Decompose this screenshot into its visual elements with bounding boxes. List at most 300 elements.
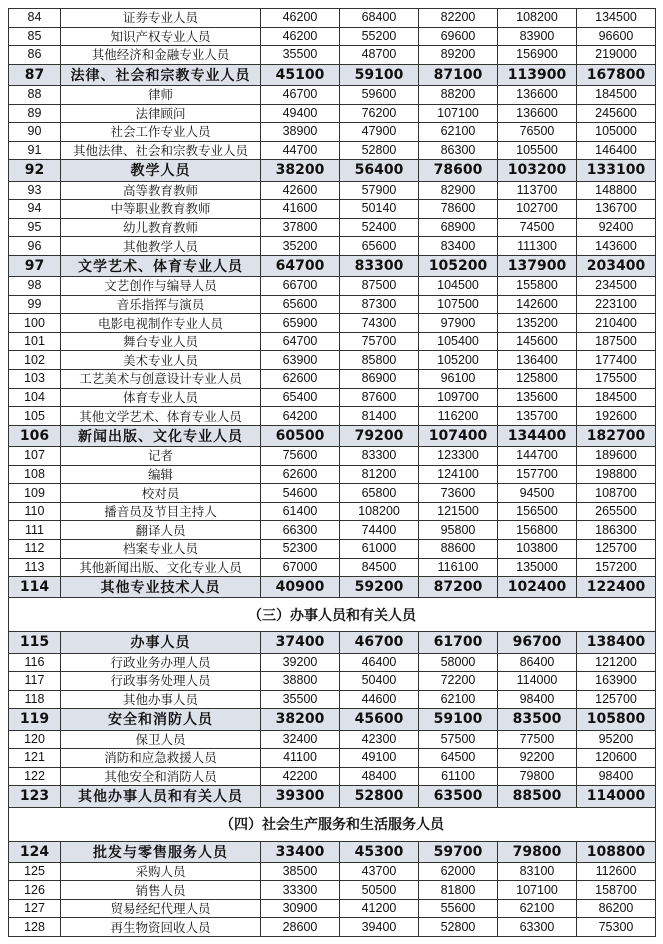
salary-value-2: 108200: [340, 502, 419, 521]
salary-value-4: 156500: [498, 502, 577, 521]
occupation-name: 舞台专业人员: [61, 332, 261, 351]
occupation-row: [9, 181, 656, 200]
salary-value-2: 87600: [340, 388, 419, 407]
salary-value-3: 52800: [419, 918, 498, 937]
row-number: 104: [9, 388, 61, 407]
row-number: 113: [9, 558, 61, 577]
occupation-name: 教学人员: [61, 160, 261, 181]
occupation-name: 其他文学艺术、体育专业人员: [61, 407, 261, 426]
occupation-name: 音乐指挥与演员: [61, 295, 261, 314]
row-number: 106: [9, 425, 61, 446]
salary-value-3: 107400: [419, 425, 498, 446]
category-row: [9, 786, 656, 807]
salary-value-4: 136400: [498, 351, 577, 370]
salary-value-4: 74500: [498, 218, 577, 237]
salary-value-4: 102400: [498, 577, 577, 598]
salary-value-1: 38900: [261, 123, 340, 142]
salary-value-1: 64200: [261, 407, 340, 426]
salary-value-3: 62000: [419, 862, 498, 881]
salary-value-3: 68900: [419, 218, 498, 237]
salary-value-3: 105200: [419, 351, 498, 370]
salary-value-3: 107100: [419, 104, 498, 123]
row-number: 91: [9, 141, 61, 160]
occupation-row: [9, 767, 656, 786]
salary-value-1: 39300: [261, 786, 340, 807]
occupation-row: [9, 237, 656, 256]
row-number: 127: [9, 899, 61, 918]
salary-value-4: 77500: [498, 730, 577, 749]
salary-value-5: 86200: [577, 899, 656, 918]
category-row: [9, 64, 656, 85]
salary-value-5: 136700: [577, 200, 656, 219]
row-number: 84: [9, 9, 61, 28]
salary-value-2: 46700: [340, 632, 419, 653]
occupation-name: 安全和消防人员: [61, 709, 261, 730]
salary-value-4: 134400: [498, 425, 577, 446]
salary-value-1: 39200: [261, 653, 340, 672]
salary-value-5: 203400: [577, 255, 656, 276]
salary-value-2: 50500: [340, 881, 419, 900]
row-number: 101: [9, 332, 61, 351]
salary-value-1: 46200: [261, 9, 340, 28]
row-number: 122: [9, 767, 61, 786]
salary-value-3: 105400: [419, 332, 498, 351]
salary-value-2: 50400: [340, 672, 419, 691]
occupation-row: [9, 388, 656, 407]
occupation-row: [9, 407, 656, 426]
occupation-name: 行政业务办理人员: [61, 653, 261, 672]
salary-value-4: 102700: [498, 200, 577, 219]
row-number: 86: [9, 46, 61, 65]
occupation-row: [9, 27, 656, 46]
salary-value-2: 83300: [340, 255, 419, 276]
salary-value-2: 44600: [340, 690, 419, 709]
salary-value-3: 96100: [419, 370, 498, 389]
salary-value-3: 78600: [419, 160, 498, 181]
occupation-name: 消防和应急救援人员: [61, 749, 261, 768]
occupation-name: 其他法律、社会和宗教专业人员: [61, 141, 261, 160]
salary-value-1: 41100: [261, 749, 340, 768]
row-number: 112: [9, 540, 61, 559]
occupation-name: 文艺创作与编导人员: [61, 277, 261, 296]
salary-value-2: 86900: [340, 370, 419, 389]
salary-value-3: 89200: [419, 46, 498, 65]
salary-value-2: 47900: [340, 123, 419, 142]
occupation-row: [9, 653, 656, 672]
row-number: 89: [9, 104, 61, 123]
salary-value-5: 105800: [577, 709, 656, 730]
salary-value-4: 113700: [498, 181, 577, 200]
occupation-name: 其他办事人员和有关人员: [61, 786, 261, 807]
salary-value-3: 116100: [419, 558, 498, 577]
salary-value-5: 105000: [577, 123, 656, 142]
salary-value-5: 265500: [577, 502, 656, 521]
salary-value-5: 143600: [577, 237, 656, 256]
salary-value-5: 112600: [577, 862, 656, 881]
salary-value-2: 56400: [340, 160, 419, 181]
occupation-row: [9, 730, 656, 749]
salary-value-5: 146400: [577, 141, 656, 160]
salary-value-1: 64700: [261, 255, 340, 276]
occupation-name: 中等职业教育教师: [61, 200, 261, 219]
occupation-name: 档案专业人员: [61, 540, 261, 559]
salary-value-4: 107100: [498, 881, 577, 900]
salary-value-3: 87200: [419, 577, 498, 598]
salary-value-5: 133100: [577, 160, 656, 181]
salary-value-1: 46200: [261, 27, 340, 46]
row-number: 110: [9, 502, 61, 521]
salary-value-4: 103800: [498, 540, 577, 559]
row-number: 118: [9, 690, 61, 709]
salary-value-1: 37800: [261, 218, 340, 237]
salary-value-2: 52800: [340, 141, 419, 160]
salary-value-4: 111300: [498, 237, 577, 256]
salary-value-3: 78600: [419, 200, 498, 219]
salary-value-1: 38200: [261, 160, 340, 181]
salary-value-4: 142600: [498, 295, 577, 314]
salary-value-5: 92400: [577, 218, 656, 237]
occupation-row: [9, 277, 656, 296]
salary-value-5: 158700: [577, 881, 656, 900]
salary-value-5: 157200: [577, 558, 656, 577]
row-number: 119: [9, 709, 61, 730]
category-row: [9, 425, 656, 446]
occupation-name: 销售人员: [61, 881, 261, 900]
salary-value-2: 87500: [340, 277, 419, 296]
salary-value-1: 66300: [261, 521, 340, 540]
salary-value-4: 83100: [498, 862, 577, 881]
salary-value-1: 45100: [261, 64, 340, 85]
salary-value-3: 95800: [419, 521, 498, 540]
row-number: 94: [9, 200, 61, 219]
salary-value-1: 38800: [261, 672, 340, 691]
salary-value-4: 92200: [498, 749, 577, 768]
salary-value-5: 114000: [577, 786, 656, 807]
salary-value-1: 64700: [261, 332, 340, 351]
category-row: [9, 577, 656, 598]
salary-value-5: 198800: [577, 465, 656, 484]
occupation-row: [9, 690, 656, 709]
row-number: 103: [9, 370, 61, 389]
salary-value-2: 65800: [340, 484, 419, 503]
salary-value-5: 186300: [577, 521, 656, 540]
salary-value-5: 75300: [577, 918, 656, 937]
salary-value-3: 121500: [419, 502, 498, 521]
salary-value-2: 84500: [340, 558, 419, 577]
salary-value-2: 85800: [340, 351, 419, 370]
section-header-row: [9, 598, 656, 632]
occupation-row: [9, 46, 656, 65]
salary-value-5: 125700: [577, 540, 656, 559]
row-number: 124: [9, 841, 61, 862]
salary-value-1: 32400: [261, 730, 340, 749]
salary-value-3: 87100: [419, 64, 498, 85]
salary-value-3: 59700: [419, 841, 498, 862]
row-number: 125: [9, 862, 61, 881]
row-number: 108: [9, 465, 61, 484]
salary-value-5: 192600: [577, 407, 656, 426]
row-number: 123: [9, 786, 61, 807]
salary-value-1: 35500: [261, 46, 340, 65]
salary-value-2: 45600: [340, 709, 419, 730]
occupation-name: 工艺美术与创意设计专业人员: [61, 370, 261, 389]
salary-value-1: 62600: [261, 465, 340, 484]
row-number: 100: [9, 314, 61, 333]
salary-value-3: 57500: [419, 730, 498, 749]
salary-value-3: 105200: [419, 255, 498, 276]
salary-value-3: 81800: [419, 881, 498, 900]
salary-value-4: 135200: [498, 314, 577, 333]
salary-value-1: 42600: [261, 181, 340, 200]
salary-table-sheet: [8, 8, 656, 937]
salary-value-3: 58000: [419, 653, 498, 672]
salary-value-4: 94500: [498, 484, 577, 503]
salary-value-3: 63500: [419, 786, 498, 807]
salary-value-4: 86400: [498, 653, 577, 672]
salary-value-5: 108700: [577, 484, 656, 503]
salary-value-2: 39400: [340, 918, 419, 937]
salary-value-5: 234500: [577, 277, 656, 296]
salary-value-4: 76500: [498, 123, 577, 142]
salary-value-1: 52300: [261, 540, 340, 559]
salary-value-4: 156800: [498, 521, 577, 540]
occupation-name: 采购人员: [61, 862, 261, 881]
occupation-name: 法律、社会和宗教专业人员: [61, 64, 261, 85]
salary-value-5: 95200: [577, 730, 656, 749]
salary-value-1: 28600: [261, 918, 340, 937]
salary-value-2: 48700: [340, 46, 419, 65]
occupation-name: 其他经济和金融专业人员: [61, 46, 261, 65]
salary-value-1: 49400: [261, 104, 340, 123]
occupation-row: [9, 465, 656, 484]
occupation-name: 播音员及节目主持人: [61, 502, 261, 521]
salary-value-5: 184500: [577, 85, 656, 104]
salary-value-4: 79800: [498, 767, 577, 786]
salary-value-2: 59100: [340, 64, 419, 85]
occupation-row: [9, 484, 656, 503]
row-number: 109: [9, 484, 61, 503]
salary-value-4: 145600: [498, 332, 577, 351]
salary-value-2: 81200: [340, 465, 419, 484]
row-number: 93: [9, 181, 61, 200]
salary-value-1: 33300: [261, 881, 340, 900]
salary-value-4: 98400: [498, 690, 577, 709]
occupation-row: [9, 314, 656, 333]
row-number: 116: [9, 653, 61, 672]
occupation-row: [9, 9, 656, 28]
salary-value-4: 135000: [498, 558, 577, 577]
salary-value-2: 74400: [340, 521, 419, 540]
salary-value-1: 63900: [261, 351, 340, 370]
salary-value-4: 155800: [498, 277, 577, 296]
occupation-name: 其他教学人员: [61, 237, 261, 256]
occupation-name: 文学艺术、体育专业人员: [61, 255, 261, 276]
occupation-name: 高等教育教师: [61, 181, 261, 200]
salary-value-1: 65900: [261, 314, 340, 333]
occupation-row: [9, 881, 656, 900]
salary-value-4: 62100: [498, 899, 577, 918]
salary-value-4: 136600: [498, 85, 577, 104]
salary-value-1: 38200: [261, 709, 340, 730]
occupation-row: [9, 749, 656, 768]
salary-value-3: 116200: [419, 407, 498, 426]
category-row: [9, 632, 656, 653]
salary-value-4: 137900: [498, 255, 577, 276]
salary-value-4: 63300: [498, 918, 577, 937]
salary-value-3: 69600: [419, 27, 498, 46]
occupation-row: [9, 370, 656, 389]
salary-value-3: 86300: [419, 141, 498, 160]
salary-value-1: 30900: [261, 899, 340, 918]
salary-value-4: 83500: [498, 709, 577, 730]
occupation-row: [9, 141, 656, 160]
salary-value-1: 40900: [261, 577, 340, 598]
salary-value-1: 54600: [261, 484, 340, 503]
salary-value-5: 182700: [577, 425, 656, 446]
salary-value-5: 98400: [577, 767, 656, 786]
salary-value-5: 245600: [577, 104, 656, 123]
occupation-name: 再生物资回收人员: [61, 918, 261, 937]
occupation-name: 新闻出版、文化专业人员: [61, 425, 261, 446]
salary-value-3: 82900: [419, 181, 498, 200]
salary-value-1: 41600: [261, 200, 340, 219]
occupation-row: [9, 85, 656, 104]
salary-value-2: 75700: [340, 332, 419, 351]
salary-value-4: 125800: [498, 370, 577, 389]
salary-value-4: 103200: [498, 160, 577, 181]
salary-value-3: 97900: [419, 314, 498, 333]
salary-value-4: 79800: [498, 841, 577, 862]
row-number: 102: [9, 351, 61, 370]
occupation-name: 贸易经纪代理人员: [61, 899, 261, 918]
salary-value-4: 135600: [498, 388, 577, 407]
salary-value-3: 83400: [419, 237, 498, 256]
occupation-row: [9, 672, 656, 691]
salary-value-1: 46700: [261, 85, 340, 104]
salary-value-4: 135700: [498, 407, 577, 426]
salary-value-5: 148800: [577, 181, 656, 200]
category-row: [9, 160, 656, 181]
occupation-name: 社会工作专业人员: [61, 123, 261, 142]
occupation-row: [9, 332, 656, 351]
salary-value-5: 120600: [577, 749, 656, 768]
salary-value-2: 46400: [340, 653, 419, 672]
salary-value-2: 41200: [340, 899, 419, 918]
salary-value-3: 62100: [419, 690, 498, 709]
salary-value-2: 83300: [340, 447, 419, 466]
salary-value-3: 109700: [419, 388, 498, 407]
salary-value-1: 60500: [261, 425, 340, 446]
salary-value-2: 74300: [340, 314, 419, 333]
salary-value-4: 144700: [498, 447, 577, 466]
row-number: 92: [9, 160, 61, 181]
row-number: 120: [9, 730, 61, 749]
occupation-name: 其他办事人员: [61, 690, 261, 709]
occupation-name: 批发与零售服务人员: [61, 841, 261, 862]
salary-value-5: 108800: [577, 841, 656, 862]
occupation-row: [9, 200, 656, 219]
row-number: 95: [9, 218, 61, 237]
occupation-name: 美术专业人员: [61, 351, 261, 370]
salary-value-3: 104500: [419, 277, 498, 296]
occupation-row: [9, 218, 656, 237]
row-number: 111: [9, 521, 61, 540]
occupation-row: [9, 899, 656, 918]
salary-value-5: 219000: [577, 46, 656, 65]
salary-value-2: 79200: [340, 425, 419, 446]
salary-value-3: 124100: [419, 465, 498, 484]
occupation-name: 其他新闻出版、文化专业人员: [61, 558, 261, 577]
salary-value-3: 72200: [419, 672, 498, 691]
salary-value-3: 61100: [419, 767, 498, 786]
salary-value-2: 68400: [340, 9, 419, 28]
salary-value-5: 187500: [577, 332, 656, 351]
row-number: 90: [9, 123, 61, 142]
occupation-name: 办事人员: [61, 632, 261, 653]
salary-value-5: 175500: [577, 370, 656, 389]
occupation-row: [9, 447, 656, 466]
salary-value-1: 62600: [261, 370, 340, 389]
salary-value-1: 33400: [261, 841, 340, 862]
salary-value-5: 163900: [577, 672, 656, 691]
salary-value-3: 64500: [419, 749, 498, 768]
salary-value-3: 55600: [419, 899, 498, 918]
row-number: 87: [9, 64, 61, 85]
salary-value-3: 88600: [419, 540, 498, 559]
salary-value-2: 81400: [340, 407, 419, 426]
occupation-name: 体育专业人员: [61, 388, 261, 407]
occupation-row: [9, 540, 656, 559]
occupation-name: 证券专业人员: [61, 9, 261, 28]
occupation-row: [9, 862, 656, 881]
row-number: 121: [9, 749, 61, 768]
salary-value-5: 138400: [577, 632, 656, 653]
row-number: 114: [9, 577, 61, 598]
salary-value-2: 42300: [340, 730, 419, 749]
occupation-name: 幼儿教育教师: [61, 218, 261, 237]
salary-value-1: 66700: [261, 277, 340, 296]
salary-value-1: 61400: [261, 502, 340, 521]
salary-value-5: 177400: [577, 351, 656, 370]
salary-value-2: 52800: [340, 786, 419, 807]
salary-value-3: 88200: [419, 85, 498, 104]
salary-value-1: 38500: [261, 862, 340, 881]
row-number: 96: [9, 237, 61, 256]
occupation-name: 律师: [61, 85, 261, 104]
salary-table-body: [9, 9, 656, 937]
salary-value-3: 59100: [419, 709, 498, 730]
row-number: 99: [9, 295, 61, 314]
section-header-row: [9, 807, 656, 841]
salary-value-1: 65600: [261, 295, 340, 314]
salary-value-5: 121200: [577, 653, 656, 672]
salary-value-5: 223100: [577, 295, 656, 314]
occupation-row: [9, 351, 656, 370]
occupation-name: 翻译人员: [61, 521, 261, 540]
category-row: [9, 841, 656, 862]
salary-value-1: 65400: [261, 388, 340, 407]
salary-value-5: 184500: [577, 388, 656, 407]
section-title: （三）办事人员和有关人员: [9, 598, 656, 632]
salary-value-2: 49100: [340, 749, 419, 768]
salary-value-4: 105500: [498, 141, 577, 160]
salary-value-5: 210400: [577, 314, 656, 333]
salary-value-1: 35500: [261, 690, 340, 709]
occupation-row: [9, 521, 656, 540]
occupation-name: 校对员: [61, 484, 261, 503]
row-number: 128: [9, 918, 61, 937]
salary-value-1: 44700: [261, 141, 340, 160]
